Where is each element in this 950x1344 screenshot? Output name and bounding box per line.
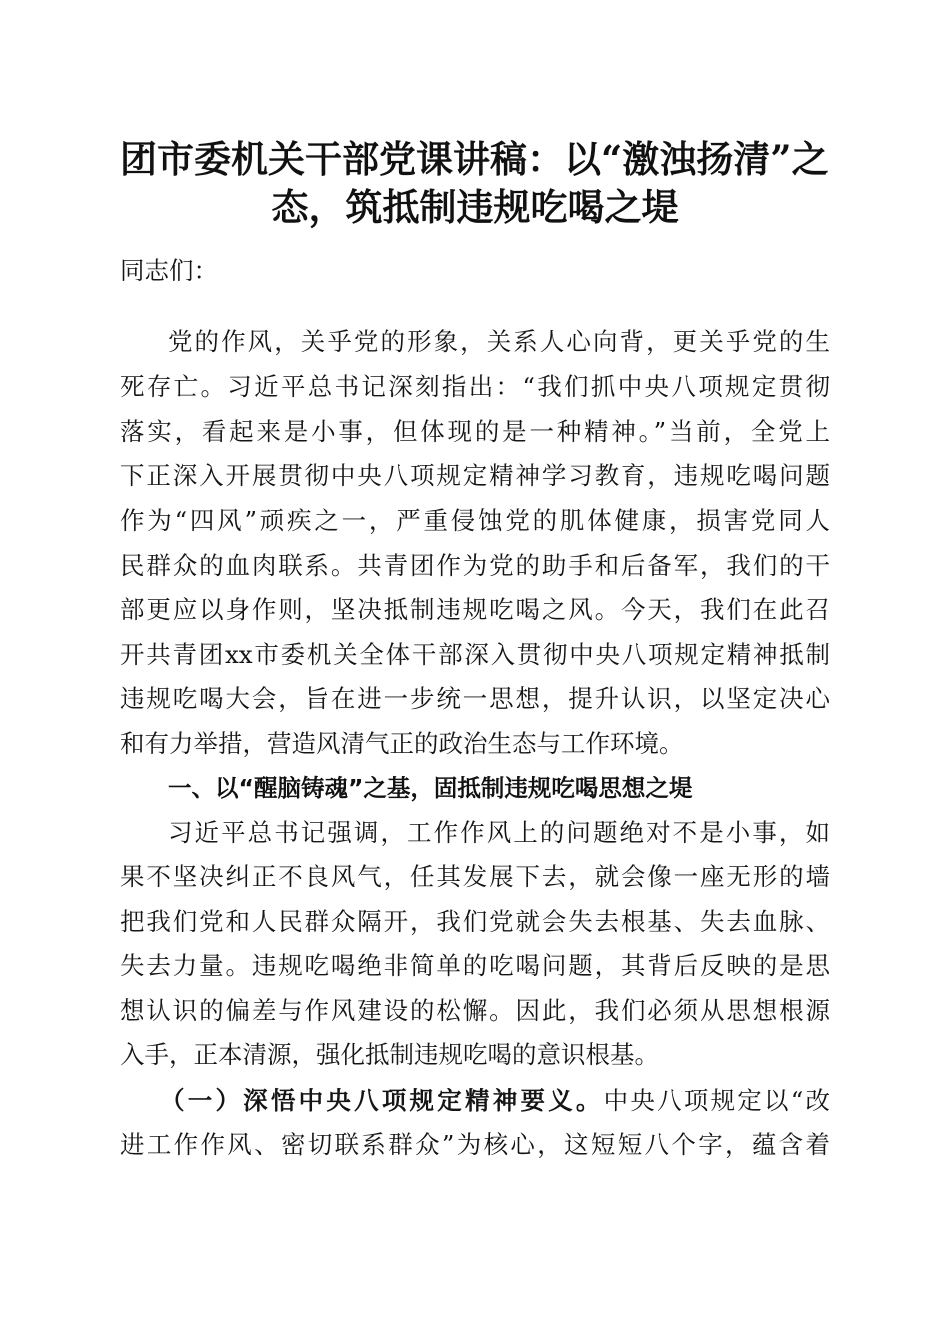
subsection-heading: （一）深悟中央八项规定精神要义。 (160, 1086, 604, 1115)
paragraph-line: 违规吃喝大会，旨在进一步统一思想，提升认识，以坚定决心 (120, 684, 830, 713)
paragraph-line: 党的作风，关乎党的形象，关系人心向背，更关乎党的生 (168, 327, 830, 356)
paragraph-line: 进工作作风、密切联系群众”为核心，这短短八个字，蕴含着 (120, 1130, 830, 1159)
paragraph-line: 想认识的偏差与作风建设的松懈。因此，我们必须从思想根源 (120, 996, 830, 1025)
paragraph-line: 落实，看起来是小事，但体现的是一种精神。”当前，全党上 (120, 417, 830, 446)
subsection-first-line (160, 1081, 830, 1121)
document-title-line-2: 态，筑抵制违规吃喝之堤 (271, 185, 679, 229)
paragraph-line: 失去力量。违规吃喝绝非简单的吃喝问题，其背后反映的是思 (120, 951, 830, 980)
paragraph-line: 死存亡。习近平总书记深刻指出：“我们抓中央八项规定贯彻 (120, 372, 830, 401)
subsection-first-line-text: 中央八项规定以“改 (603, 1086, 831, 1115)
section-heading: 一、以“醒脑铸魂”之基，固抵制违规吃喝思想之堤 (168, 774, 693, 802)
paragraph-line: 入手，正本清源，强化抵制违规吃喝的意识根基。 (120, 1040, 659, 1069)
paragraph-line: 部更应以身作则，坚决抵制违规吃喝之风。今天，我们在此召 (120, 595, 830, 624)
document-title-line-1: 团市委机关干部党课讲稿：以“激浊扬清”之 (120, 137, 829, 181)
paragraph-line: 开共青团xx市委机关全体干部深入贯彻中央八项规定精神抵制 (120, 640, 830, 669)
paragraph-line: 民群众的血肉联系。共青团作为党的助手和后备军，我们的干 (120, 551, 830, 580)
paragraph-line: 下正深入开展贯彻中央八项规定精神学习教育，违规吃喝问题 (120, 461, 830, 490)
paragraph-line: 把我们党和人民群众隔开，我们党就会失去根基、失去血脉、 (120, 907, 830, 936)
paragraph-line: 果不坚决纠正不良风气，任其发展下去，就会像一座无形的墙 (120, 862, 830, 891)
paragraph-line: 习近平总书记强调，工作作风上的问题绝对不是小事，如 (168, 818, 830, 847)
paragraph-line: 和有力举措，营造风清气正的政治生态与工作环境。 (120, 729, 684, 758)
paragraph-line: 作为“四风”顽疾之一，严重侵蚀党的肌体健康，损害党同人 (120, 506, 830, 535)
salutation: 同志们： (120, 256, 218, 285)
